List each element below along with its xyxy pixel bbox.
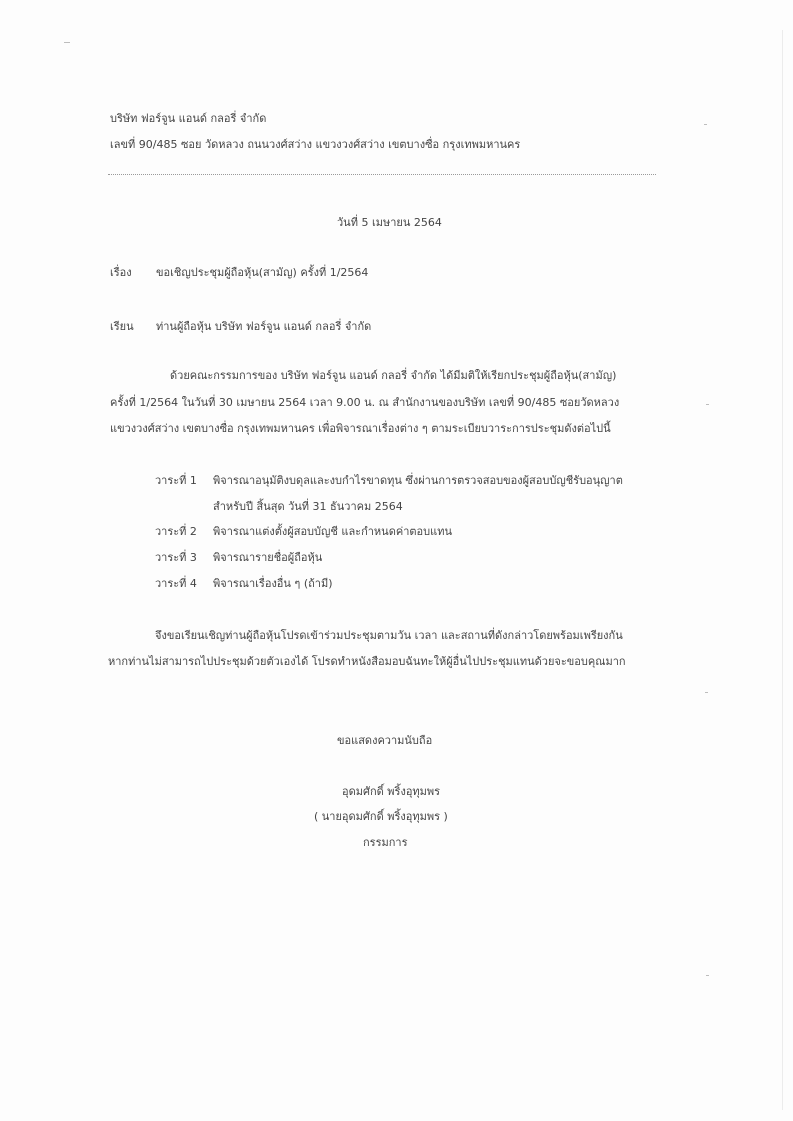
agenda-text: พิจารณาเรื่องอื่น ๆ (ถ้ามี): [213, 577, 333, 590]
agenda-number: วาระที่ 4: [155, 577, 197, 590]
signer-printed-name: ( นายอุดมศักดิ์ พริ้งอุทุมพร ): [314, 810, 448, 823]
company-address: เลขที่ 90/485 ซอย วัดหลวง ถนนวงศ์สว่าง แขวงวงศ์สว่าง เขตบางซื่อ กรุงเทพมหานคร: [110, 138, 521, 151]
agenda-item-continuation: [155, 500, 403, 514]
scan-speck: [706, 404, 709, 405]
closing-paragraph-line: จึงขอเรียนเชิญท่านผู้ถือหุ้นโปรดเข้าร่วมประชุมตามวัน เวลา และสถานที่ดังกล่าวโดยพร้อมเพรียงกัน: [155, 629, 623, 642]
scan-speck: [706, 975, 709, 976]
scan-speck: [64, 42, 70, 43]
agenda-text: พิจารณาแต่งตั้งผู้สอบบัญชี และกำหนดค่าตอบแทน: [213, 525, 452, 538]
signer-title: กรรมการ: [363, 836, 408, 849]
recipient-label: เรียน: [110, 320, 134, 333]
agenda-text: สำหรับปี สิ้นสุด วันที่ 31 ธันวาคม 2564: [213, 500, 403, 513]
agenda-item: [155, 474, 623, 488]
company-name: บริษัท ฟอร์จูน แอนด์ กลอรี่ จำกัด: [110, 112, 267, 125]
agenda-item: [155, 525, 452, 539]
scan-speck: [704, 124, 707, 125]
closing-paragraph-line: หากท่านไม่สามารถไปประชุมด้วยตัวเองได้ โปรดทำหนังสือมอบฉันทะให้ผู้อื่นไปประชุมแทนด้วยจะขอบคุณมาก: [108, 655, 626, 668]
intro-paragraph-line: แขวงวงศ์สว่าง เขตบางซื่อ กรุงเทพมหานคร เพื่อพิจารณาเรื่องต่าง ๆ ตามระเบียบวาระการประชุมดังต่อไปนี้: [110, 422, 611, 435]
subject-text: ขอเชิญประชุมผู้ถือหุ้น(สามัญ) ครั้งที่ 1/2564: [156, 266, 369, 279]
recipient-text: ท่านผู้ถือหุ้น บริษัท ฟอร์จูน แอนด์ กลอรี่ จำกัด: [156, 320, 372, 333]
agenda-number: วาระที่ 1: [155, 474, 197, 487]
agenda-number: วาระที่ 2: [155, 525, 197, 538]
subject-label: เรื่อง: [110, 266, 132, 279]
agenda-text: พิจารณาอนุมัติงบดุลและงบกำไรขาดทุน ซึ่งผ่านการตรวจสอบของผู้สอบบัญชีรับอนุญาต: [213, 474, 623, 487]
intro-paragraph-line: ด้วยคณะกรรมการของ บริษัท ฟอร์จูน แอนด์ กลอรี่ จำกัด ได้มีมติให้เรียกประชุมผู้ถือหุ้น(สามัญ): [170, 369, 617, 382]
agenda-number: วาระที่ 3: [155, 551, 197, 564]
letter-date: วันที่ 5 เมษายน 2564: [337, 216, 442, 229]
scan-edge: [782, 30, 783, 1110]
agenda-item: [155, 577, 333, 591]
agenda-item: [155, 551, 322, 565]
recipient-line: [110, 320, 371, 334]
agenda-text: พิจารณารายชื่อผู้ถือหุ้น: [213, 551, 323, 564]
scan-speck: [705, 692, 708, 693]
header-divider: [108, 174, 656, 175]
closing-regards: ขอแสดงความนับถือ: [337, 734, 433, 747]
signer-signature: อุดมศักดิ์ พริ้งอุทุมพร: [342, 785, 441, 798]
subject-line: [110, 266, 368, 280]
intro-paragraph-line: ครั้งที่ 1/2564 ในวันที่ 30 เมษายน 2564 เวลา 9.00 น. ณ สำนักงานของบริษัท เลขที่ 90/485 ซอยวัดหลวง: [110, 396, 620, 409]
